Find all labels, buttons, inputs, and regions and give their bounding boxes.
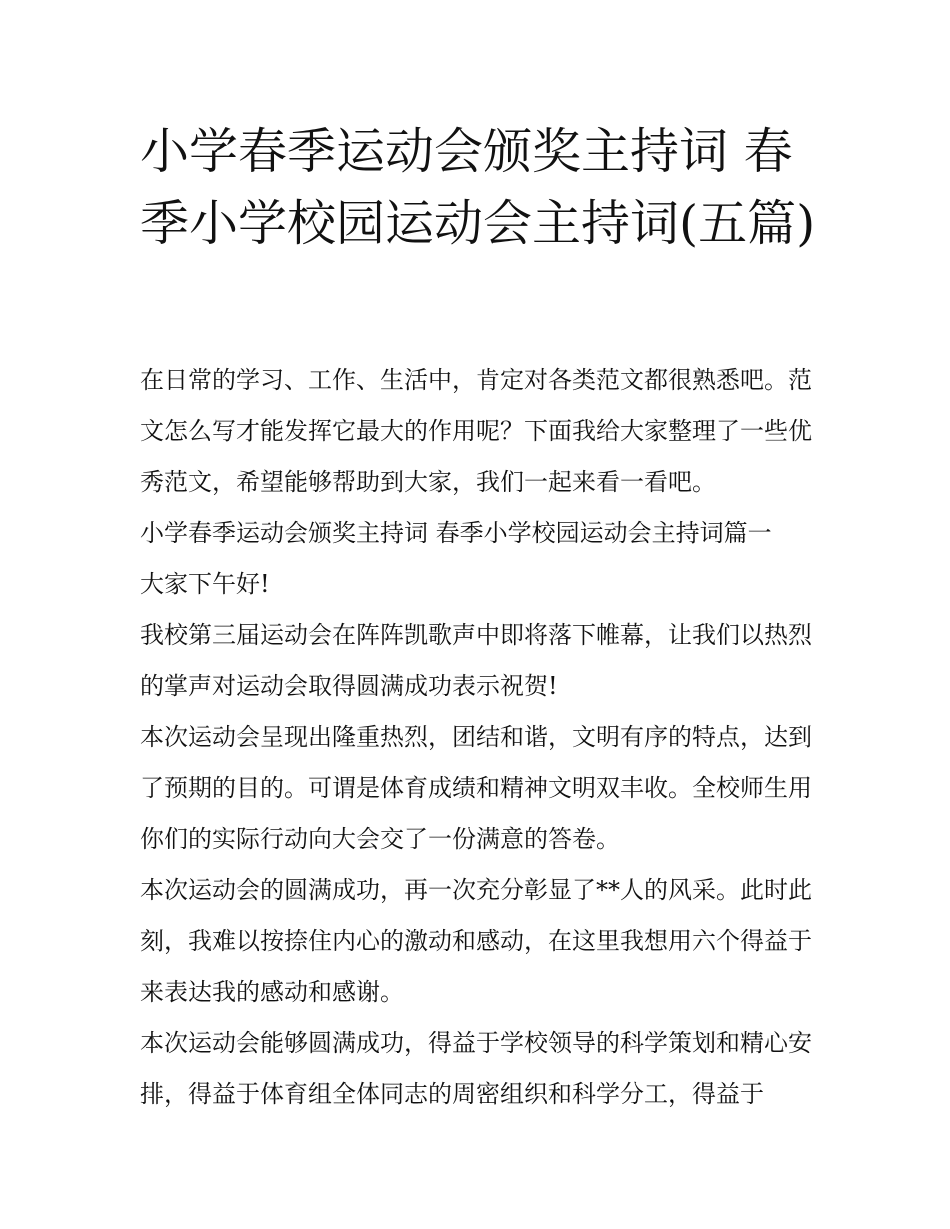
paragraph: 本次运动会呈现出隆重热烈，团结和谐，文明有序的特点，达到了预期的目的。可谓是体育成绩和精神文明双丰收。全校师生用你们的实际行动向大会交了一份满意的答卷。 — [140, 723, 812, 853]
paragraph-intro: 在日常的学习、工作、生活中，肯定对各类范文都很熟悉吧。范文怎么写才能发挥它最大的作用呢？下面我给大家整理了一些优秀范文，希望能够帮助到大家，我们一起来看一看吧。 — [140, 366, 812, 496]
paragraph: 本次运动会能够圆满成功，得益于学校领导的科学策划和精心安排，得益于体育组全体同志的周密组织和科学分工，得益于 — [140, 1029, 812, 1108]
document-title: 小学春季运动会颁奖主持词 春季小学校园运动会主持词(五篇) — [140, 123, 816, 252]
paragraph: 本次运动会的圆满成功，再一次充分彰显了**人的风采。此时此刻，我难以按捺住内心的激动和感动，在这里我想用六个得益于来表达我的感动和感谢。 — [140, 876, 812, 1006]
paragraph: 我校第三届运动会在阵阵凯歌声中即将落下帷幕，让我们以热烈的掌声对运动会取得圆满成功表示祝贺! — [140, 621, 812, 700]
paragraph-section-heading: 小学春季运动会颁奖主持词 春季小学校园运动会主持词篇一 — [140, 519, 772, 547]
document-body — [140, 355, 820, 1120]
paragraph-greeting: 大家下午好! — [140, 570, 270, 598]
